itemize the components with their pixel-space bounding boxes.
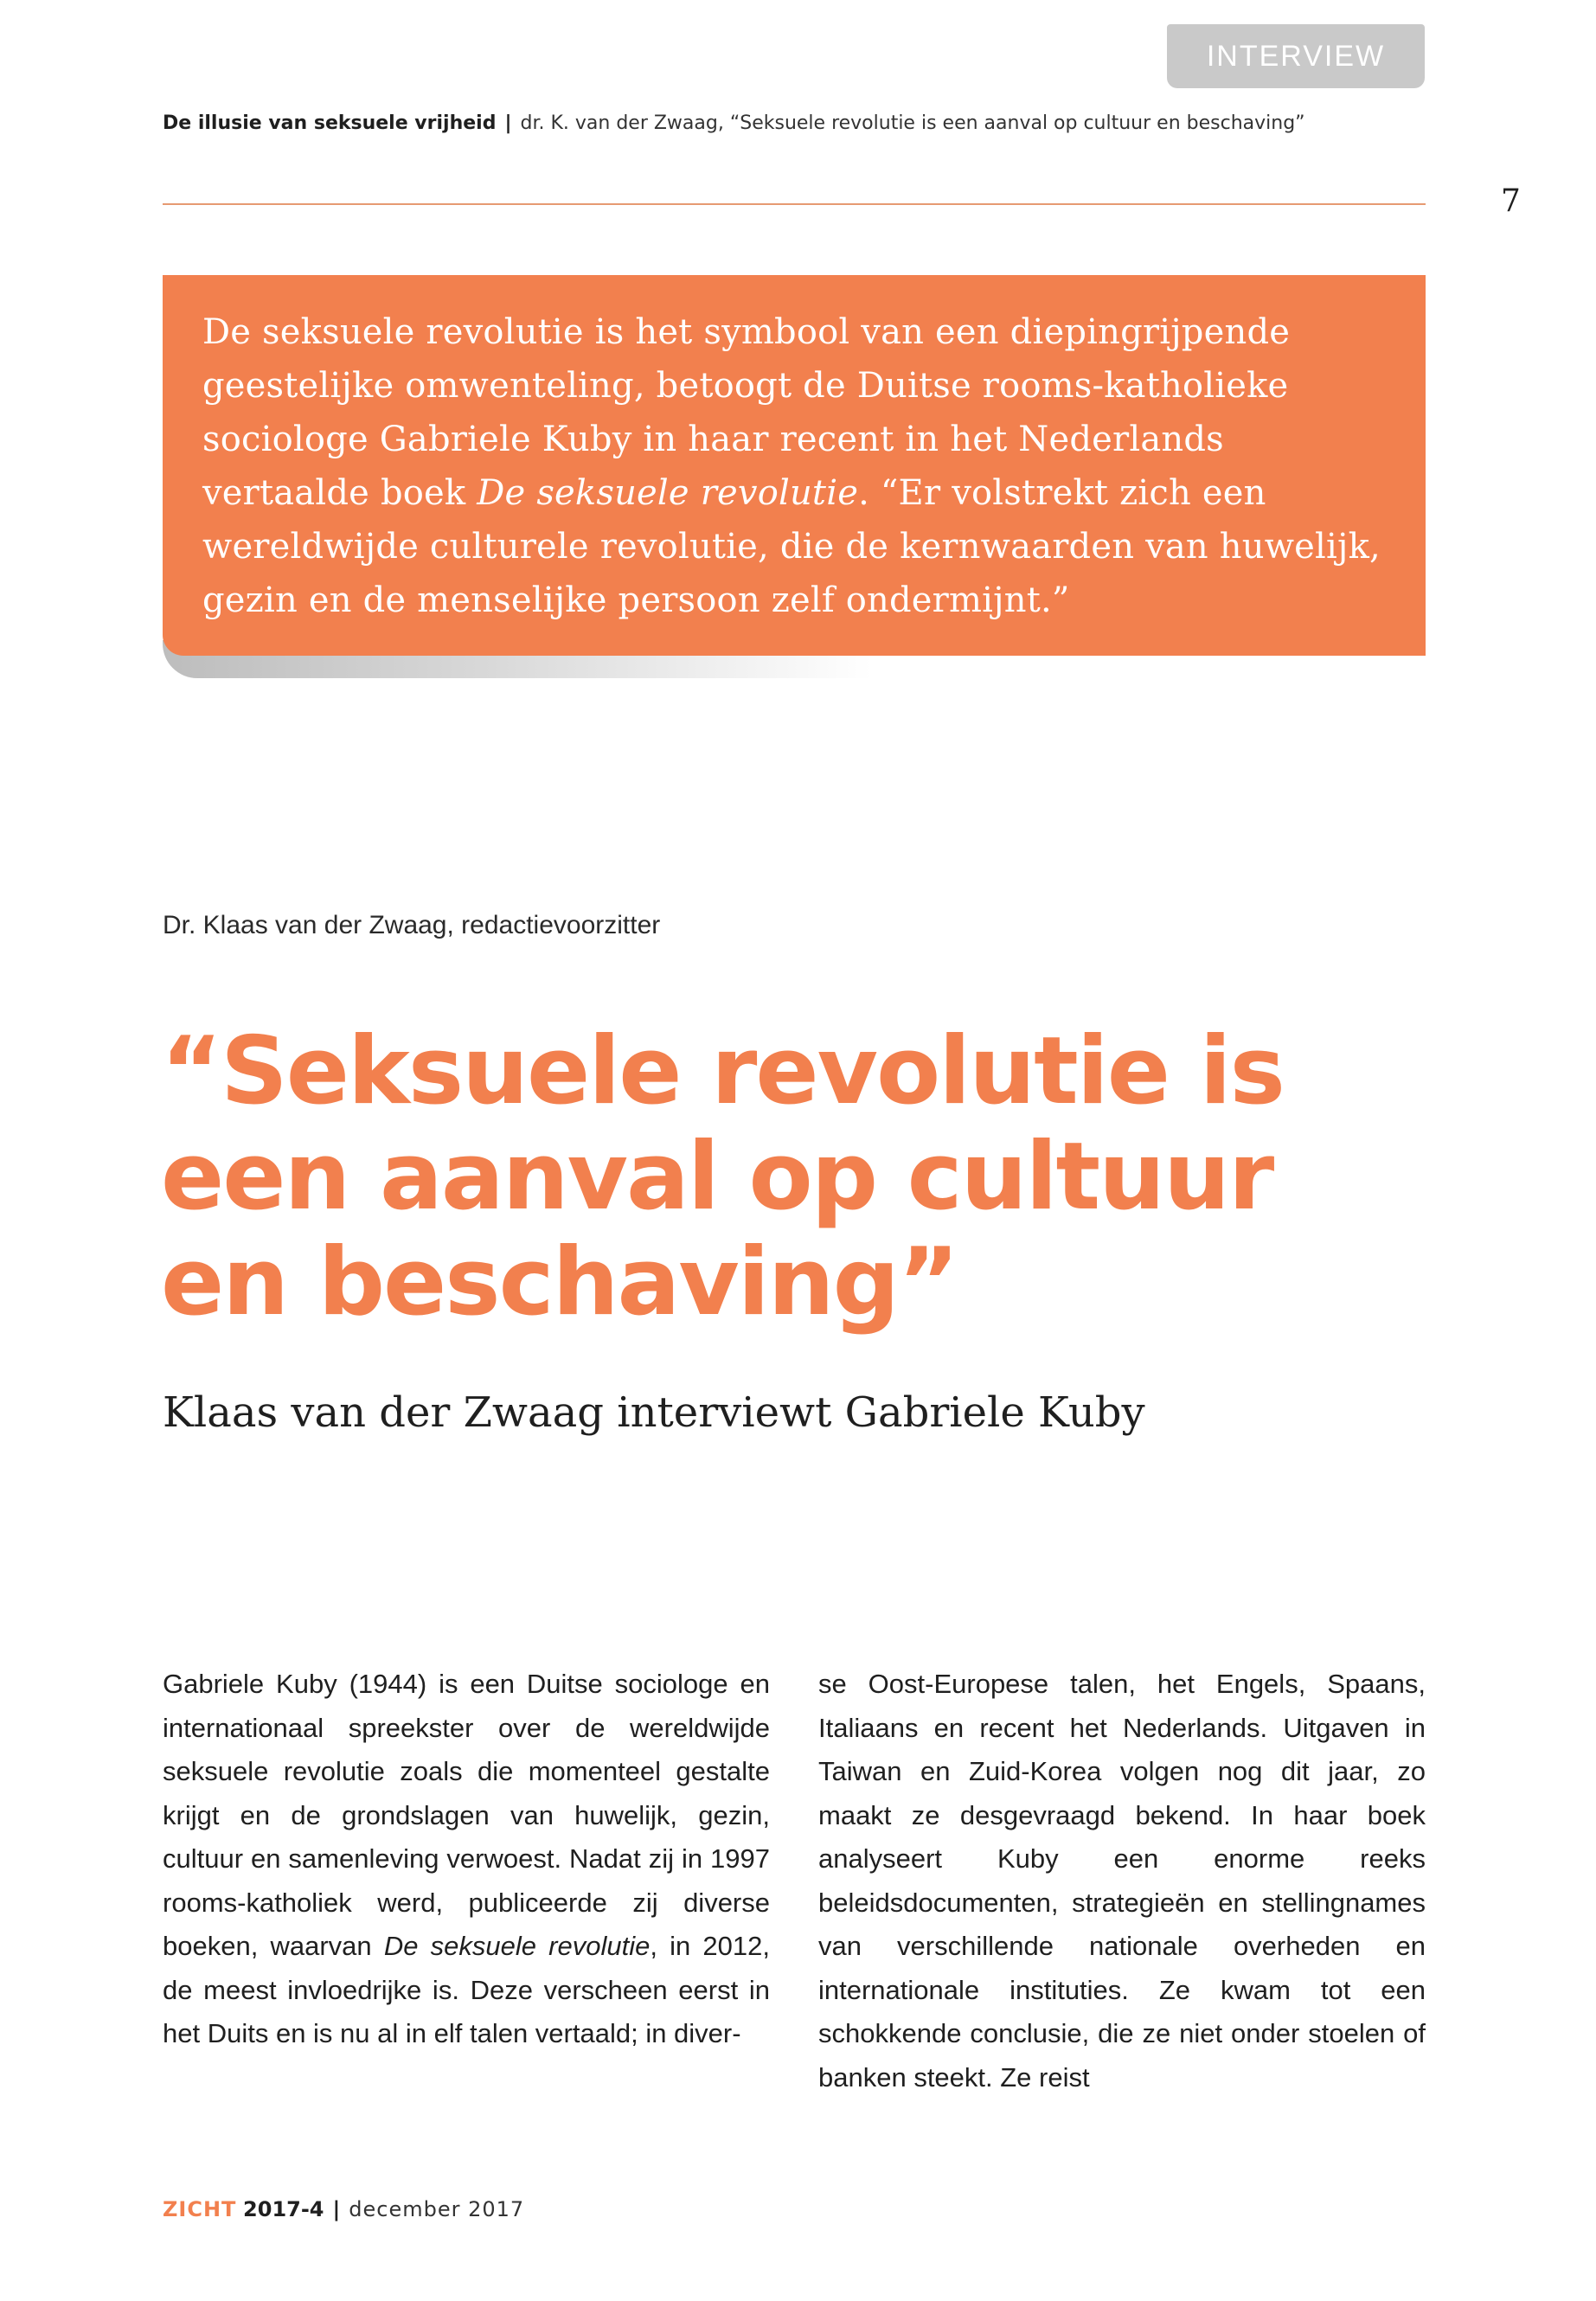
body-left-book-title: De seksuele revolutie [383, 1931, 651, 1961]
lead-book-title: De seksuele revolutie [477, 473, 859, 513]
running-head-separator: | [504, 112, 512, 134]
header-rule [163, 203, 1426, 205]
byline: Dr. Klaas van der Zwaag, redactievoorzitter [163, 911, 661, 939]
headline-line-2: een aanval op cultuur [161, 1123, 1273, 1231]
body-left-part2: , in 2012, de meest invloedrijke is. Deze verscheen eerst in het Duits en is nu al in elf talen vertaald; in diver- [163, 1931, 771, 2048]
body-column-right: se Oost-Europese talen, het Engels, Spaans, Italiaans en recent het Nederlands. Uitgaven in Taiwan en Zuid-Korea volgen nog dit jaar, zo maakt ze desgevraagd bekend. In haar boek analyseert Kuby een enorme reeks beleidsdocumenten, strategieën en stellingnames van verschillende nationale overheden en internationale instituties. Ze kwam tot een schokkende conclusie, die ze niet onder stoelen of banken steekt. Ze reist [818, 1669, 1426, 2093]
lead-text [202, 305, 1384, 627]
footer-separator: | [332, 2197, 341, 2221]
headline-line-3: en beschaving” [161, 1228, 958, 1336]
footer [163, 2197, 524, 2221]
footer-magazine: ZICHT [163, 2197, 237, 2221]
page-number: 7 [1501, 183, 1521, 219]
lead-box [163, 275, 1426, 656]
running-head-series: De illusie van seksuele vrijheid [163, 112, 497, 134]
headline [161, 1019, 1424, 1336]
lead-text-part2: . “Er volstrekt zich een wereldwijde culturele revolutie, die de kernwaarden van huwelijk, gezin en de menselijke persoon zelf ondermijnt.” [202, 473, 1381, 620]
body-left-part1: Gabriele Kuby (1944) is een Duitse sociologe en internationaal spreekster over de wereldwijde seksuele revolutie zoals die momenteel gestalte krijgt en de grondslagen van huwelijk, gezin, cultuur en samenleving verwoest. Nadat zij in 1997 rooms-katholiek werd, publiceerde zij diverse boeken, waarvan [163, 1669, 770, 1961]
section-tag: INTERVIEW [1167, 24, 1425, 88]
body-column-left [163, 1663, 770, 2056]
subtitle: Klaas van der Zwaag interviewt Gabriele Kuby [163, 1388, 1145, 1437]
running-head-article: dr. K. van der Zwaag, “Seksuele revolutie is een aanval op cultuur en beschaving” [520, 112, 1305, 134]
running-head [163, 112, 1426, 134]
footer-issue: 2017-4 [243, 2197, 324, 2221]
footer-date: december 2017 [349, 2197, 525, 2221]
lead-text-part1: De seksuele revolutie is het symbool van een diepingrijpende geestelijke omwenteling, betoogt de Duitse rooms-katholieke sociologe Gabriele Kuby in haar recent in het Nederlands vertaalde boek [202, 312, 1291, 513]
headline-line-1: “Seksuele revolutie is [161, 1017, 1284, 1125]
